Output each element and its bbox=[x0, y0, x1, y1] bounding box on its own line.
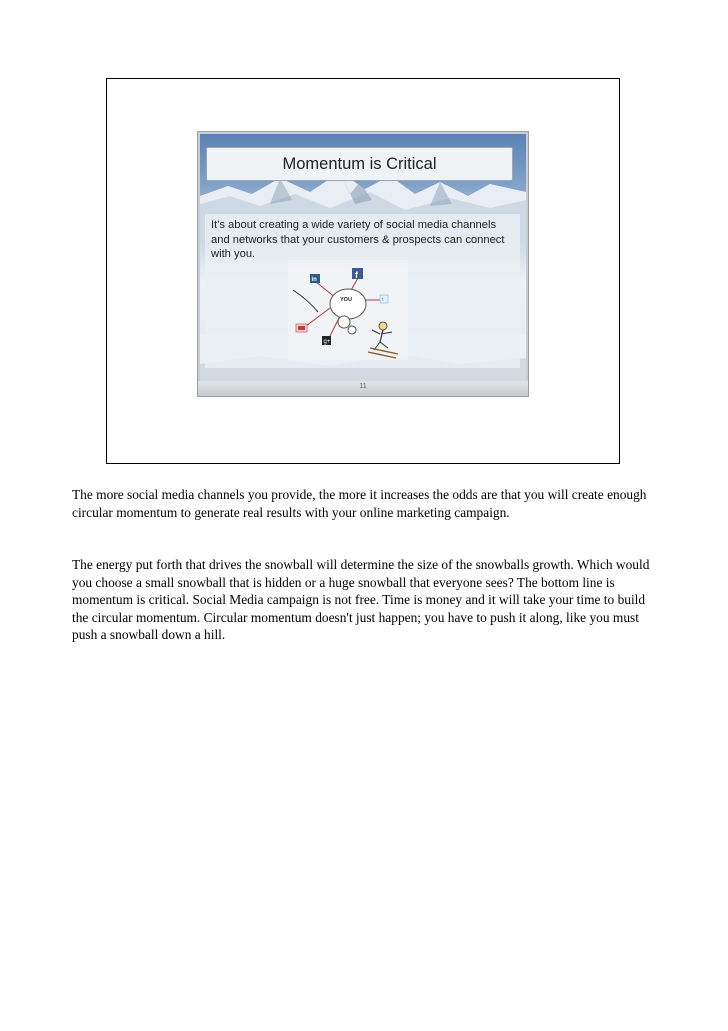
svg-text:f: f bbox=[355, 270, 358, 280]
paragraph-1: The more social media channels you provide, the more it increases the odds are that you will create enough circular momentum to generate real results with your online marketing campaign. bbox=[72, 487, 647, 520]
social-diagram bbox=[288, 260, 408, 360]
slide-body-text: It's about creating a wide variety of social media channels and networks that your customers & prospects can connect with you. bbox=[211, 219, 505, 260]
paragraph-2: The energy put forth that drives the snowball will determine the size of the snowballs growth. Which would you choose a small snowball that is hidden or a huge snowball that everyone sees? The bottom line is momentum is critical. Social Media campaign is not free. Time is money and it will take your time to build the circular momentum. Circular momentum doesn't just happen; you have to push it along, like you must push a snowball down a hill. bbox=[72, 557, 650, 642]
twitter-icon bbox=[380, 295, 388, 303]
google-plus-icon bbox=[322, 336, 331, 345]
slide-background bbox=[200, 134, 526, 381]
svg-text:g+: g+ bbox=[323, 339, 331, 345]
svg-text:t: t bbox=[382, 297, 384, 303]
you-label: YOU bbox=[340, 297, 352, 303]
slide-title: Momentum is Critical bbox=[206, 147, 513, 181]
slide-image bbox=[198, 132, 528, 396]
linkedin-icon bbox=[310, 274, 320, 283]
svg-text:in: in bbox=[311, 277, 317, 283]
facebook-icon bbox=[352, 268, 363, 280]
slide-number: 11 bbox=[359, 383, 367, 390]
youtube-icon bbox=[296, 324, 307, 332]
